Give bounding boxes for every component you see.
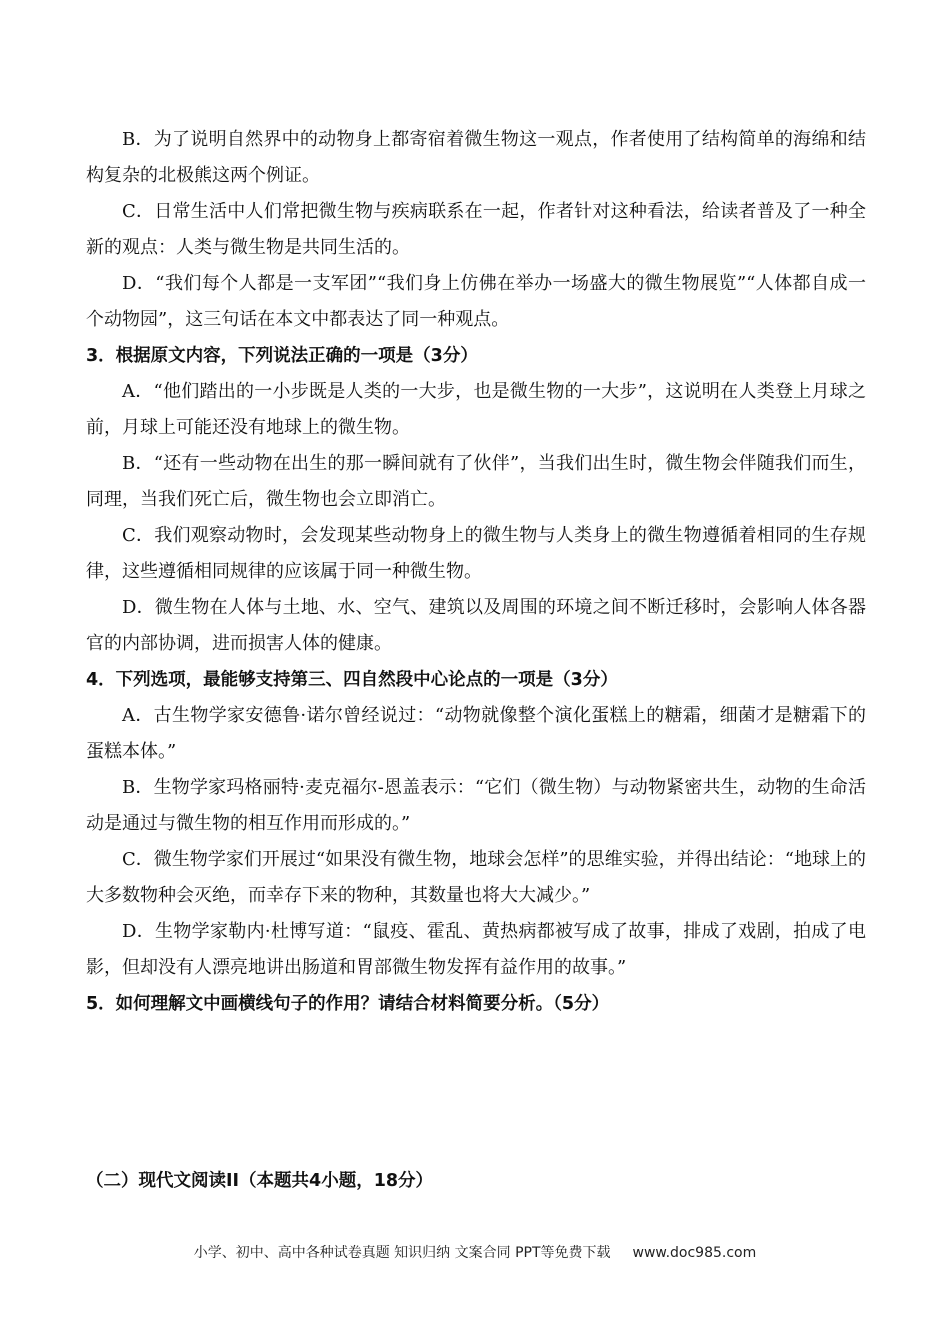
q4-option-c: C．微生物学家们开展过“如果没有微生物，地球会怎样”的思维实验，并得出结论：“地球上的大多数物种会灭绝，而幸存下来的物种，其数量也将大大减少。” xyxy=(86,849,866,906)
q2-option-c: C．日常生活中人们常把微生物与疾病联系在一起，作者针对这种看法，给读者普及了一种全新的观点：人类与微生物是共同生活的。 xyxy=(86,201,866,258)
q4-option-a: A．古生物学家安德鲁·诺尔曾经说过：“动物就像整个演化蛋糕上的糖霜，细菌才是糖霜下的蛋糕本体。” xyxy=(86,705,866,762)
question-content xyxy=(86,122,866,1022)
footer-url[interactable]: www.doc985.com xyxy=(632,1245,757,1261)
q2-option-d: D．“我们每个人都是一支军团”“我们身上仿佛在举办一场盛大的微生物展览”“人体都自成一个动物园”，这三句话在本文中都表达了同一种观点。 xyxy=(86,273,866,330)
section-heading: （二）现代文阅读II（本题共4小题，18分） xyxy=(86,1171,434,1191)
q3-option-a: A．“他们踏出的一小步既是人类的一大步，也是微生物的一大步”，这说明在人类登上月球之前，月球上可能还没有地球上的微生物。 xyxy=(86,381,866,438)
q4-option-b: B．生物学家玛格丽特·麦克福尔-恩盖表示：“它们（微生物）与动物紧密共生，动物的生命活动是通过与微生物的相互作用而形成的。” xyxy=(86,777,866,834)
q5-stem: 5．如何理解文中画横线句子的作用？请结合材料简要分析。（5分） xyxy=(86,994,610,1014)
q3-option-d: D．微生物在人体与土地、水、空气、建筑以及周围的环境之间不断迁移时，会影响人体各器官的内部协调，进而损害人体的健康。 xyxy=(86,597,866,654)
q2-option-b: B．为了说明自然界中的动物身上都寄宿着微生物这一观点，作者使用了结构简单的海绵和结构复杂的北极熊这两个例证。 xyxy=(86,129,866,186)
q4-option-d: D．生物学家勒内·杜博写道：“鼠疫、霍乱、黄热病都被写成了故事，排成了戏剧，拍成了电影，但却没有人漂亮地讲出肠道和胃部微生物发挥有益作用的故事。” xyxy=(86,921,866,978)
q3-option-c: C．我们观察动物时，会发现某些动物身上的微生物与人类身上的微生物遵循着相同的生存规律，这些遵循相同规律的应该属于同一种微生物。 xyxy=(86,525,866,582)
q3-stem: 3．根据原文内容，下列说法正确的一项是（3分） xyxy=(86,346,478,366)
q4-stem: 4．下列选项，最能够支持第三、四自然段中心论点的一项是（3分） xyxy=(86,670,618,690)
footer-text: 小学、初中、高中各种试卷真题 知识归纳 文案合同 PPT等免费下载 xyxy=(193,1245,611,1261)
page-footer xyxy=(0,1242,950,1262)
q3-option-b: B．“还有一些动物在出生的那一瞬间就有了伙伴”，当我们出生时，微生物会伴随我们而生，同理，当我们死亡后，微生物也会立即消亡。 xyxy=(86,453,866,510)
